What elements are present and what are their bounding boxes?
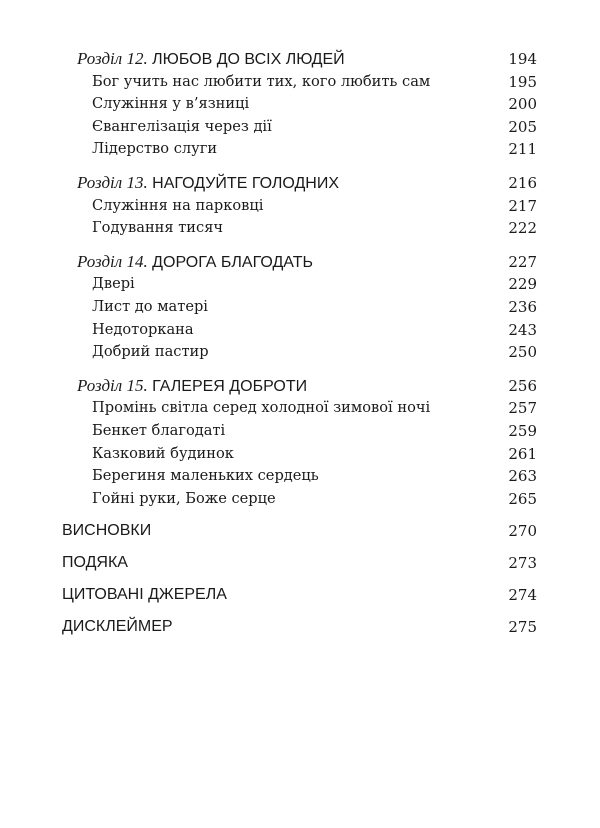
section-title: Годування тисяч xyxy=(92,219,224,237)
toc-section-entry[interactable] xyxy=(0,217,600,240)
toc-section-entry[interactable] xyxy=(0,195,600,218)
section-title: Добрий пастир xyxy=(92,343,209,361)
toc-backmatter-entry[interactable] xyxy=(0,584,600,607)
page-number: 259 xyxy=(508,421,537,440)
spacer xyxy=(0,510,600,520)
toc-section-entry[interactable] xyxy=(0,488,600,511)
toc-chapter-entry[interactable] xyxy=(0,48,600,71)
section-title: Гойні руки, Боже серце xyxy=(92,489,276,507)
chapter-label: Розділ 12. xyxy=(77,49,148,68)
toc-section-entry[interactable] xyxy=(0,420,600,443)
page-number: 229 xyxy=(508,275,537,294)
chapter-title xyxy=(77,251,313,275)
toc-backmatter-entry[interactable] xyxy=(0,552,600,575)
toc-section-entry[interactable] xyxy=(0,296,600,319)
section-title: Недоторкана xyxy=(92,320,194,338)
toc-backmatter-entry[interactable] xyxy=(0,616,600,639)
toc-section-entry[interactable] xyxy=(0,93,600,116)
section-title: Казковий будинок xyxy=(92,444,234,462)
page-number: 216 xyxy=(508,173,537,192)
toc-section-entry[interactable] xyxy=(0,397,600,420)
chapter-title xyxy=(77,48,345,72)
spacer xyxy=(0,542,600,552)
page-number: 257 xyxy=(508,399,537,418)
backmatter-title: ПОДЯКА xyxy=(62,553,128,571)
backmatter-title: ДИСКЛЕЙМЕР xyxy=(62,618,173,636)
spacer xyxy=(0,574,600,584)
page-number: 236 xyxy=(508,297,537,316)
chapter-title xyxy=(77,172,339,196)
chapter-name: НАГОДУЙТЕ ГОЛОДНИХ xyxy=(152,174,339,192)
page-number: 194 xyxy=(508,50,537,68)
toc-chapter-entry[interactable] xyxy=(0,251,600,274)
page-number: 205 xyxy=(508,117,537,136)
page-number: 211 xyxy=(508,140,537,159)
section-title: Служіння у в’язниці xyxy=(92,95,250,113)
section-title: Промінь світла серед холодної зимової ночі xyxy=(92,399,431,417)
chapter-title xyxy=(77,375,307,399)
backmatter-title: ЦИТОВАНІ ДЖЕРЕЛА xyxy=(62,585,227,603)
chapter-label: Розділ 13. xyxy=(77,172,148,192)
page-number: 274 xyxy=(508,585,537,604)
chapter-name: ГАЛЕРЕЯ ДОБРОТИ xyxy=(152,377,308,395)
toc-section-entry[interactable] xyxy=(0,138,600,161)
toc-section-entry[interactable] xyxy=(0,319,600,342)
page-number: 222 xyxy=(508,219,537,238)
page-number: 270 xyxy=(508,521,537,540)
chapter-name: ДОРОГА БЛАГОДАТЬ xyxy=(152,253,313,271)
toc-chapter-entry[interactable] xyxy=(0,172,600,195)
toc-backmatter-entry[interactable] xyxy=(0,520,600,543)
spacer xyxy=(0,161,600,172)
toc-section-entry[interactable] xyxy=(0,116,600,139)
section-title: Бенкет благодаті xyxy=(92,421,226,439)
page-number: 263 xyxy=(508,467,537,486)
section-title: Євангелізація через дії xyxy=(92,117,272,135)
spacer xyxy=(0,364,600,375)
chapter-label: Розділ 14. xyxy=(77,251,148,271)
page-number: 227 xyxy=(508,252,537,271)
section-title: Бог учить нас любити тих, кого любить сам xyxy=(92,72,431,90)
page-number: 200 xyxy=(508,95,537,114)
spacer xyxy=(0,607,600,617)
table-of-contents xyxy=(0,48,600,639)
section-title: Лист до матері xyxy=(92,297,208,315)
toc-section-entry[interactable] xyxy=(0,273,600,296)
section-title: Служіння на парковці xyxy=(92,196,264,214)
page-number: 256 xyxy=(508,376,537,395)
page-number: 265 xyxy=(508,489,537,508)
chapter-name: ЛЮБОВ ДО ВСІХ ЛЮДЕЙ xyxy=(152,51,345,68)
backmatter-title: ВИСНОВКИ xyxy=(62,521,152,539)
page-number: 195 xyxy=(508,72,537,91)
page-number: 243 xyxy=(508,320,537,339)
toc-section-entry[interactable] xyxy=(0,443,600,466)
spacer xyxy=(0,240,600,251)
section-title: Лідерство слуги xyxy=(92,140,218,158)
page-number: 275 xyxy=(508,618,537,637)
page-number: 273 xyxy=(508,553,537,572)
chapter-label: Розділ 15. xyxy=(77,375,148,395)
toc-section-entry[interactable] xyxy=(0,465,600,488)
page-number: 261 xyxy=(508,444,537,463)
toc-chapter-entry[interactable] xyxy=(0,375,600,398)
toc-section-entry[interactable] xyxy=(0,341,600,364)
page-number: 217 xyxy=(508,196,537,215)
section-title: Берегиня маленьких сердець xyxy=(92,467,319,485)
section-title: Двері xyxy=(92,275,135,293)
toc-section-entry[interactable] xyxy=(0,71,600,94)
page-number: 250 xyxy=(508,343,537,362)
